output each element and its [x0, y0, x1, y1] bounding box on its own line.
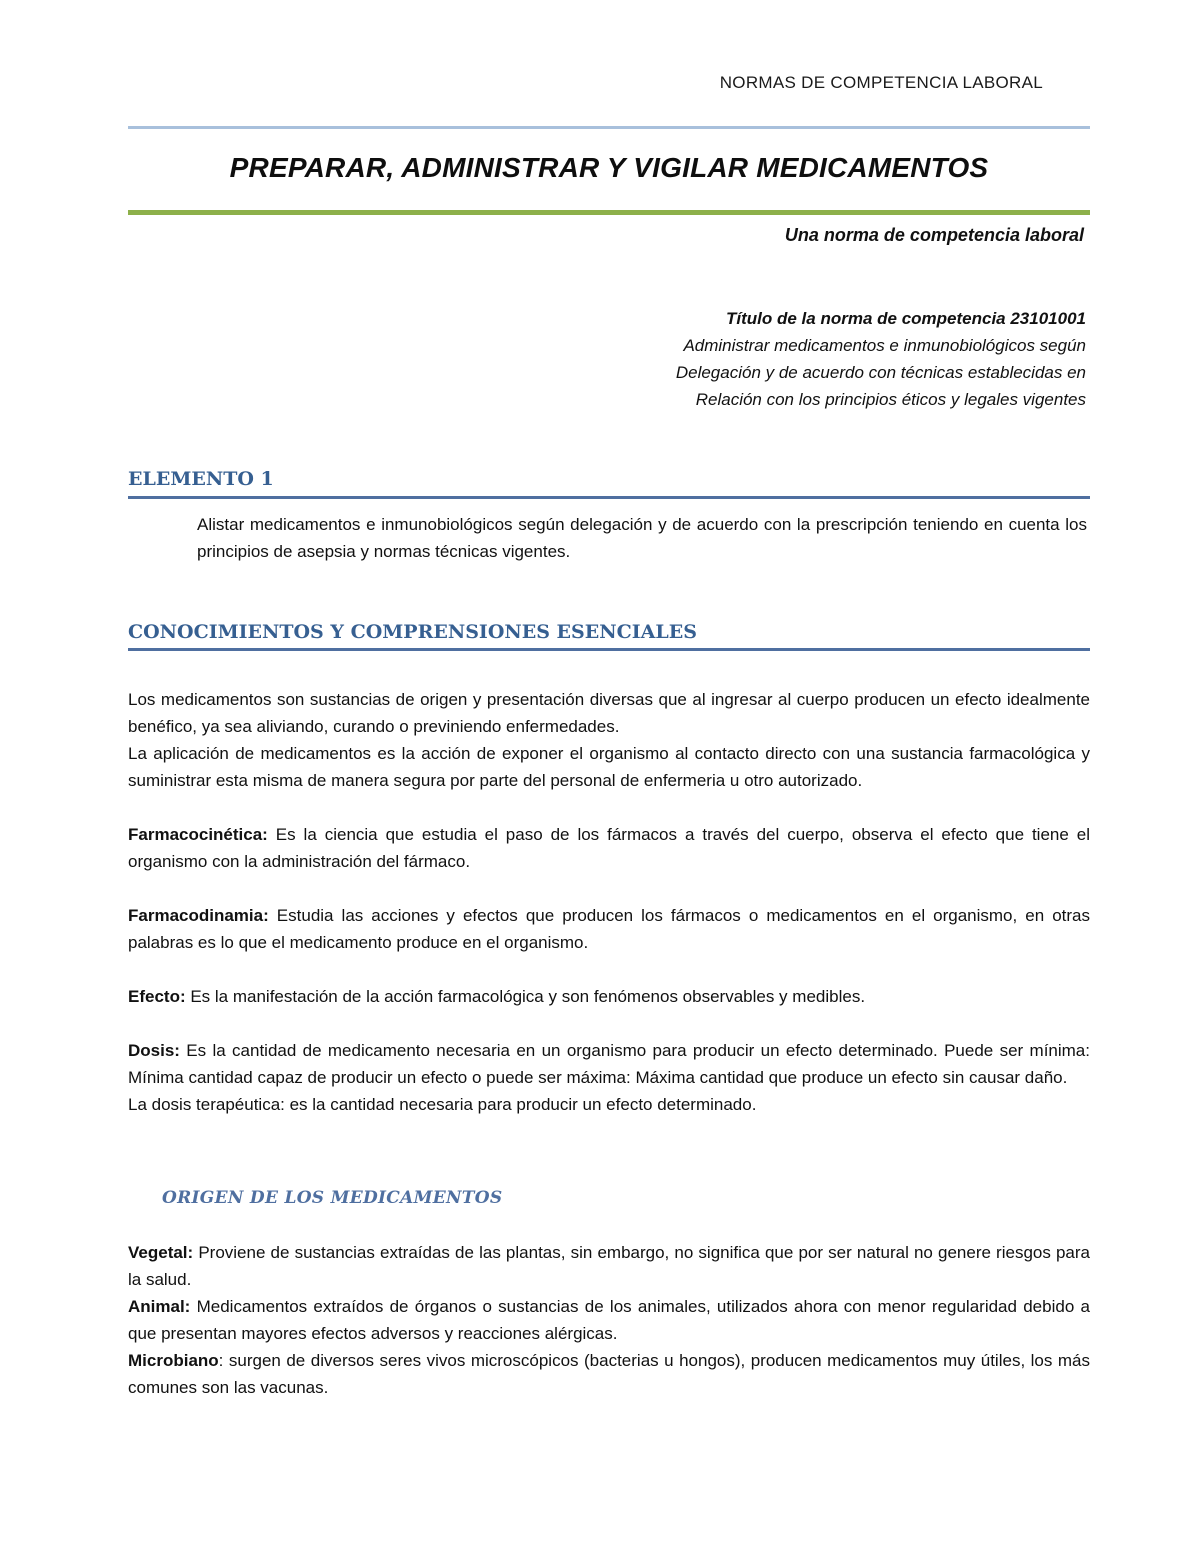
- knowledge-heading: CONOCIMIENTOS Y COMPRENSIONES ESENCIALES: [128, 621, 697, 643]
- norm-title-line: Título de la norma de competencia 23101001: [726, 309, 1086, 328]
- term-label: Vegetal:: [128, 1243, 194, 1262]
- norm-title-block: [676, 305, 1086, 413]
- term-label: Farmacocinética:: [128, 825, 268, 844]
- term-definition: Es la cantidad de medicamento necesaria en un organismo para producir un efecto determinado. Puede ser mínima: Mínima cantidad capaz de producir un efecto o puede ser máxima: Máxima cantidad que produce un efecto sin causar daño.: [128, 1041, 1090, 1087]
- term-paragraph: [128, 821, 1090, 875]
- norm-title-line: Administrar medicamentos e inmunobiológicos según: [683, 336, 1086, 355]
- header-divider: [128, 126, 1090, 129]
- term-paragraph: [128, 983, 1090, 1010]
- document-title: PREPARAR, ADMINISTRAR Y VIGILAR MEDICAMENTOS: [229, 152, 989, 183]
- term-paragraph: [128, 1037, 1090, 1091]
- term-paragraph: [128, 1347, 1090, 1401]
- element-1-text: Alistar medicamentos e inmunobiológicos según delegación y de acuerdo con la prescripción teniendo en cuenta los principios de asepsia y normas técnicas vigentes.: [197, 515, 1087, 561]
- paragraph: Los medicamentos son sustancias de origen y presentación diversas que al ingresar al cuerpo producen un efecto idealmente benéfico, ya sea aliviando, curando o previniendo enfermedades.: [128, 690, 1090, 736]
- norm-title-line: Relación con los principios éticos y legales vigentes: [695, 390, 1086, 409]
- document-subtitle: Una norma de competencia laboral: [784, 225, 1084, 245]
- term-definition: Proviene de sustancias extraídas de las plantas, sin embargo, no significa que por ser natural no genere riesgos para la salud.: [128, 1243, 1090, 1289]
- element-1-heading: ELEMENTO 1: [128, 468, 274, 490]
- term-label: Dosis:: [128, 1041, 180, 1060]
- term-definition: : surgen de diversos seres vivos microscópicos (bacterias u hongos), producen medicamentos muy útiles, los más comunes son las vacunas.: [128, 1351, 1090, 1397]
- term-paragraph: [128, 1293, 1090, 1347]
- paragraph: La aplicación de medicamentos es la acción de exponer el organismo al contacto directo con una sustancia farmacológica y suministrar esta misma de manera segura por parte del personal de enfermeria u otro autorizado.: [128, 744, 1090, 790]
- term-definition: Es la ciencia que estudia el paso de los fármacos a través del cuerpo, observa el efecto que tiene el organismo con la administración del fármaco.: [128, 825, 1090, 871]
- term-definition: Medicamentos extraídos de órganos o sustancias de los animales, utilizados ahora con menor regularidad debido a que presentan mayores efectos adversos y reacciones alérgicas.: [128, 1297, 1090, 1343]
- knowledge-divider: [128, 648, 1090, 651]
- term-definition: Es la manifestación de la acción farmacológica y son fenómenos observables y medibles.: [185, 987, 866, 1006]
- title-divider: [128, 210, 1090, 215]
- term-definition: Estudia las acciones y efectos que producen los fármacos o medicamentos en el organismo, en otras palabras es lo que el medicamento produce en el organismo.: [128, 906, 1090, 952]
- origin-heading: ORIGEN DE LOS MEDICAMENTOS: [162, 1188, 503, 1208]
- knowledge-body: [128, 686, 1090, 1118]
- term-label: Efecto:: [128, 987, 186, 1006]
- running-header: NORMAS DE COMPETENCIA LABORAL: [719, 73, 1043, 92]
- norm-title-line: Delegación y de acuerdo con técnicas establecidas en: [675, 363, 1086, 382]
- term-paragraph: [128, 902, 1090, 956]
- element-1-divider: [128, 496, 1090, 499]
- term-label: Farmacodinamia:: [128, 906, 269, 925]
- origin-body: [128, 1239, 1090, 1401]
- term-paragraph: [128, 1239, 1090, 1293]
- term-label: Microbiano: [128, 1351, 219, 1370]
- paragraph: La dosis terapéutica: es la cantidad necesaria para producir un efecto determinado.: [128, 1095, 757, 1114]
- term-label: Animal:: [128, 1297, 191, 1316]
